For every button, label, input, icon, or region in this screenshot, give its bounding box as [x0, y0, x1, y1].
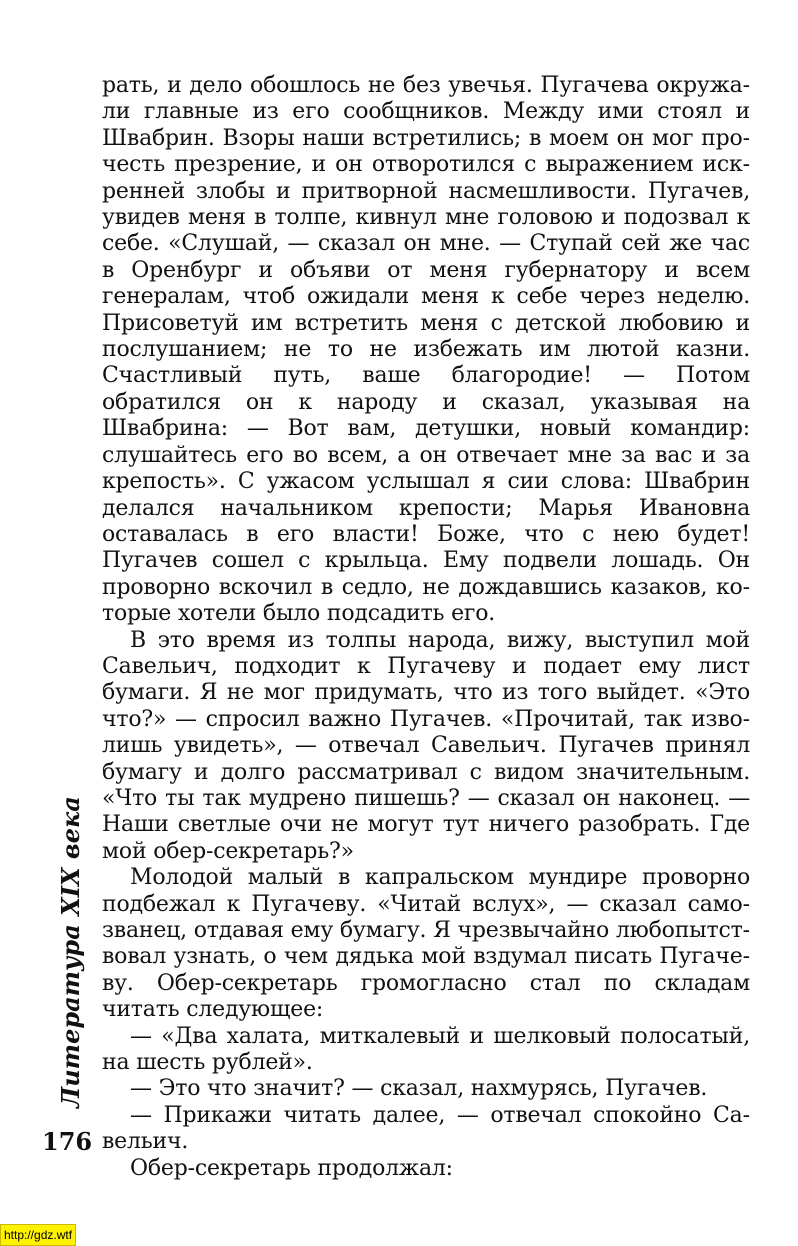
paragraph-3: Молодой малый в капральском мундире проворно подбежал к Пугачеву. «Читай вслух», — сказал самозванец, отдавая ему бумагу. Я чрезвычайно любопытствовал узнать, о чем дядька мой вздумал писать Пугачеву. Обер-секретарь громогласно стал по складам читать следующее:	[102, 865, 750, 1023]
paragraph-5: — Это что значит? — сказал, нахмурясь, Пугачев.	[130, 1076, 708, 1102]
page-number: 176	[42, 1127, 93, 1156]
paragraph-1: рать, и дело обошлось не без увечья. Пугачева окружали главные из его сообщников. Между ими стоял и Швабрин. Взоры наши встретились; в моем он мог прочесть презрение, и он отворотился с выражением искренней злобы и притворной насмешливости. Пугачев, увидев меня в толпе, кивнул мне головою и подозвал к себе. «Слушай, — сказал он мне. — Ступай сей же час в Оренбург и объяви от меня губернатору и всем генералам, чтоб ожидали меня к себе через неделю. Присоветуй им встретить меня с детской любовию и послушанием; не то не избежать им лютой казни. Счастливый путь, ваше благородие! — Потом обратился он к народу и сказал, указывая на Швабрина: — Вот вам, детушки, новый командир: слушайтесь его во всем, а он отвечает мне за вас и за крепость». С ужасом услышал я сии слова: Швабрин делался начальником крепости; Марья Ивановна оставалась в его власти! Боже, что с нею будет! Пугачев сошел с крыльца. Ему подвели лошадь. Он проворно вскочил в седло, не дождавшись казаков, которые хотели было подсадить его.	[102, 73, 750, 627]
page-body-text	[102, 73, 750, 1182]
paragraph-2: В это время из толпы народа, вижу, выступил мой Савельич, подходит к Пугачеву и подает ему лист бумаги. Я не мог придумать, что из того выйдет. «Это что?» — спросил важно Пугачев. «Прочитай, так изволишь увидеть», — отвечал Савельич. Пугачев принял бумагу и долго рассматривал с видом значительным. «Что ты так мудрено пишешь? — сказал он наконец. — Наши светлые очи не могут тут ничего разобрать. Где мой обер-секретарь?»	[102, 627, 750, 864]
paragraph-6: — Прикажи читать далее, — отвечал спокойно Савельич.	[102, 1102, 750, 1155]
section-side-title: Литература XIX века	[56, 796, 85, 1108]
paragraph-4: — «Два халата, миткалевый и шелковый полосатый, на шесть рублей».	[102, 1023, 750, 1076]
watermark-link[interactable]: http://gdz.wtf	[0, 1224, 76, 1246]
paragraph-7: Обер-секретарь продолжал:	[130, 1155, 453, 1181]
